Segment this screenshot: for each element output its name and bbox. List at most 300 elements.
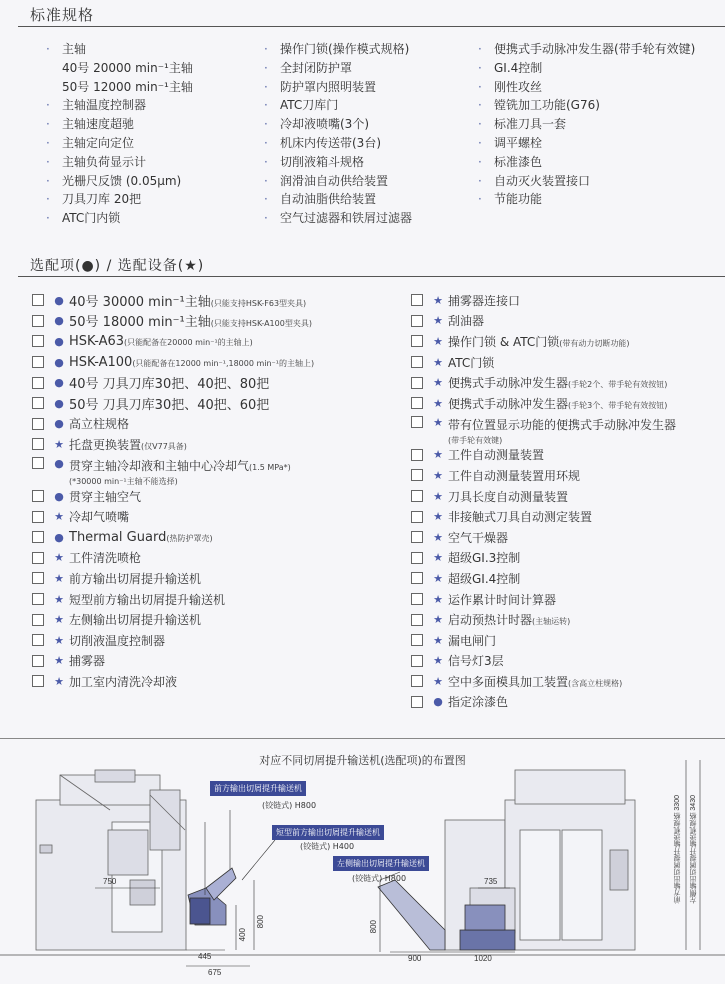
option-line [448,446,544,463]
standard-item-text: 主轴温度控制器 [62,98,147,113]
option-line [69,508,129,525]
standard-item [264,153,412,172]
bullet-icon: · [264,154,268,169]
option-item [32,506,314,527]
option-item [411,506,676,527]
option-line [448,395,667,412]
option-checkbox[interactable] [32,614,44,626]
option-label: 超级GI.4控制 [448,571,521,586]
option-line [69,291,306,310]
option-item [411,548,676,569]
option-checkbox[interactable] [32,511,44,523]
dot-icon: ● [54,489,64,503]
standard-item [264,190,412,209]
option-line [69,570,201,587]
option-label: HSK-A63 [69,333,125,349]
option-line [448,508,592,525]
option-label: 高立柱规格 [69,417,130,432]
standard-item-text: 刀具刀库 20把 [62,192,142,207]
option-note: (仅V77具备) [141,441,187,451]
option-label: 50号 18000 min⁻¹主轴 [69,315,211,331]
option-line [69,457,291,474]
option-checkbox[interactable] [411,634,423,646]
option-body [448,591,556,608]
option-item [411,445,676,466]
option-body [448,446,544,463]
star-icon: ★ [54,571,64,585]
option-note: (手轮3个、带手轮有效按钮) [568,400,668,410]
option-checkbox[interactable] [32,377,44,389]
standard-item-text: GI.4控制 [494,60,543,75]
standard-item-text: 防护罩内照明装置 [280,79,377,94]
option-note: (只能支持HSK-F63型夹具) [210,298,307,308]
option-checkbox[interactable] [32,593,44,605]
option-line [448,673,622,690]
option-checkbox[interactable] [411,416,423,428]
star-icon: ★ [433,376,443,390]
diagram-title: 对应不同切屑提升输送机(选配项)的布置图 [259,754,466,767]
option-line [448,529,508,546]
option-label: 刀具长度自动测量装置 [448,489,569,504]
option-note: (只能支持HSK-A100型夹具) [210,319,312,329]
standard-item-text: 标准刀具一套 [494,117,567,132]
standard-item [264,115,412,134]
bullet-icon: · [46,173,50,188]
standard-item-text: 操作门锁(操作模式规格) [280,42,410,56]
option-checkbox[interactable] [32,675,44,687]
option-note: (只能配备在12000 min⁻¹,18000 min⁻¹的主轴上) [132,358,315,368]
option-checkbox[interactable] [411,356,423,368]
option-line [69,394,269,413]
option-checkbox[interactable] [32,634,44,646]
standard-item-text: 主轴速度超驰 [62,117,135,132]
option-label: 短型前方输出切屑提升输送机 [69,592,226,607]
standard-item-text: 主轴负荷显示计 [62,154,147,169]
option-note: (手轮2个、带手轮有效按钮) [568,380,668,390]
bullet-icon: · [264,60,268,75]
option-body [448,549,520,566]
option-note-line2: (带手轮有效键) [448,435,503,445]
option-body [69,415,129,432]
option-line [448,416,676,433]
option-label: 工件自动测量装置 [448,448,545,463]
option-checkbox[interactable] [411,397,423,409]
standard-item-text: ATC门内锁 [62,211,121,226]
front-conveyor-sub: (铰链式) H800 [262,801,317,810]
option-label: 空气干燥器 [448,530,509,545]
option-checkbox[interactable] [32,552,44,564]
standard-item-text: 主轴定向定位 [62,135,135,150]
option-checkbox[interactable] [411,655,423,667]
option-checkbox[interactable] [411,593,423,605]
dim-675: 675 [208,968,222,977]
option-note: (1.5 MPa*) [249,462,291,472]
bullet-icon: · [46,192,50,207]
option-item [32,455,314,486]
star-icon: ★ [433,571,443,585]
option-line [69,415,129,432]
standard-item-text: 自动油脂供给装置 [280,192,377,207]
standard-column-2 [264,40,412,228]
star-icon: ★ [433,355,443,369]
option-item [411,352,676,373]
standard-item-text: 全封闭防护罩 [280,60,353,75]
option-line [448,292,520,309]
dim-750: 750 [103,877,117,886]
standard-item [478,190,695,209]
standard-item [264,78,412,97]
option-body [448,416,676,446]
bullet-icon: · [46,117,50,132]
standard-item [478,78,695,97]
option-item [411,568,676,589]
option-checkbox[interactable] [32,418,44,430]
options-right-column [411,290,676,712]
option-checkbox[interactable] [32,397,44,409]
option-body [69,355,314,370]
star-icon: ★ [54,654,64,668]
option-body [69,373,269,392]
bullet-icon: · [478,154,482,169]
option-body [69,611,201,628]
bullet-icon: · [46,42,50,56]
option-label: 加工室内清洗冷却液 [69,674,178,689]
option-body [69,291,306,310]
bullet-icon: · [264,211,268,226]
option-label: 左侧输出切屑提升输送机 [69,613,202,628]
option-checkbox[interactable] [32,457,44,469]
standard-item-text: 空气过滤器和铁屑过滤器 [280,211,413,226]
option-line [448,549,520,566]
option-label: 操作门锁 & ATC门锁 [448,334,560,349]
option-line [69,334,253,349]
option-line [448,591,556,608]
option-line [69,355,314,370]
option-line [448,333,630,350]
option-line [448,312,484,329]
option-line [69,591,225,608]
dim-400: 400 [238,928,247,942]
option-item [411,486,676,507]
star-icon: ★ [433,293,443,307]
option-checkbox[interactable] [411,490,423,502]
star-icon: ★ [54,592,64,606]
option-label: 启动预热计时器 [448,613,533,628]
option-line [448,467,580,484]
standard-item [478,115,695,134]
option-label: 40号 刀具刀库30把、40把、80把 [69,377,270,393]
option-item [32,527,314,548]
option-note: (带有动力切断功能) [559,338,630,348]
standard-item [478,172,695,191]
standard-item [478,96,695,115]
option-body [69,570,201,587]
option-checkbox[interactable] [32,315,44,327]
bullet-icon: · [46,135,50,150]
option-checkbox[interactable] [411,531,423,543]
star-icon: ★ [54,674,64,688]
option-checkbox[interactable] [411,335,423,347]
option-label: 信号灯3层 [448,654,504,669]
standard-item-text: 主轴 [62,42,87,56]
star-icon: ★ [433,334,443,348]
dot-icon: ● [54,293,64,307]
option-item [32,393,314,414]
option-item [32,352,314,373]
option-label: 贯穿主轴冷却液和主轴中心冷却气 [69,458,250,473]
standard-item-text: 自动灭火装置接口 [494,173,591,188]
dim-900: 900 [408,954,422,963]
bullet-icon: · [264,192,268,207]
option-item [32,290,314,311]
option-body [69,508,129,525]
standard-item [46,115,193,134]
option-note: (热防护罩壳) [166,533,213,543]
standard-item [46,59,193,78]
option-body [69,457,291,487]
short-conveyor-sub: (铰链式) H400 [300,842,355,851]
bullet-icon: · [46,98,50,113]
option-body [448,529,508,546]
option-item [411,692,676,713]
option-checkbox[interactable] [411,294,423,306]
option-item [411,589,676,610]
bullet-icon: · [478,98,482,113]
option-checkbox[interactable] [411,572,423,584]
options-section-title: 选配项(●) / 选配设备(★) [30,258,205,274]
option-body [448,652,504,669]
option-body [448,395,667,412]
standard-item [264,40,412,59]
standard-item-text: 调平螺栓 [494,135,543,150]
standard-item [264,59,412,78]
star-icon: ★ [433,489,443,503]
standard-column-3 [478,40,695,209]
option-body [69,334,253,349]
option-label: 40号 30000 min⁻¹主轴 [69,294,211,310]
option-item [411,372,676,393]
star-icon: ★ [433,314,443,328]
option-note: (只能配备在20000 min⁻¹的主轴上) [124,337,253,347]
option-item [32,414,314,435]
option-checkbox[interactable] [32,655,44,667]
option-body [69,436,187,453]
option-label: 托盘更换装置 [69,437,142,452]
star-icon: ★ [433,468,443,482]
left-machine-drawing [36,770,186,950]
option-item [32,568,314,589]
option-line [448,354,494,371]
option-checkbox[interactable] [32,531,44,543]
star-icon: ★ [433,448,443,462]
option-label: 前方输出切屑提升输送机 [69,571,202,586]
bullet-icon: · [478,192,482,207]
option-checkbox[interactable] [411,469,423,481]
standard-item-text: 光栅尺反馈 (0.05μm) [62,173,182,188]
option-body [69,394,269,413]
option-checkbox[interactable] [32,335,44,347]
bullet-icon: · [478,173,482,188]
option-checkbox[interactable] [32,572,44,584]
option-body [448,333,630,350]
height-left-conveyor: 左侧输出切屑提升输送机规格 3430 [690,795,697,904]
bullet-icon: · [478,79,482,94]
option-note-line2: (*30000 min⁻¹主轴不能选择) [69,476,178,486]
option-label: 超级GI.3控制 [448,551,521,566]
bullet-icon: · [264,79,268,94]
dot-icon: ● [54,355,64,369]
standard-item [46,78,193,97]
star-icon: ★ [433,654,443,668]
dot-icon: ● [54,530,64,544]
option-checkbox[interactable] [411,696,423,708]
bullet-icon: · [46,211,50,226]
standard-item [478,40,695,59]
option-label: Thermal Guard [69,529,167,545]
option-checkbox[interactable] [411,675,423,687]
bullet-icon: · [264,98,268,113]
standard-item-text: 40号 20000 min⁻¹主轴 [62,60,193,75]
option-item [411,290,676,311]
star-icon: ★ [433,633,443,647]
option-label: 漏电闸门 [448,633,497,648]
option-body [69,591,225,608]
short-conveyor-label: 短型前方输出切屑提升输送机 [272,825,384,840]
option-item [411,393,676,414]
option-line [69,488,141,505]
option-body [448,354,494,371]
option-body [69,652,105,669]
option-checkbox[interactable] [411,614,423,626]
option-line [69,652,105,669]
standard-item-text: 润滑油自动供给装置 [280,173,389,188]
option-line [448,374,667,391]
standard-item [46,209,193,228]
standard-item [46,134,193,153]
bullet-icon: · [478,135,482,150]
left-conveyor-label: 左侧输出切屑提升输送机 [333,856,429,871]
option-line [448,570,520,587]
standard-item-text: 节能功能 [494,192,543,207]
option-label: 带有位置显示功能的便携式手动脉冲发生器 [448,417,677,432]
star-icon: ★ [54,613,64,627]
standard-item-text: ATC刀库门 [280,98,339,113]
bullet-icon: · [264,173,268,188]
option-item [411,414,676,445]
option-item [32,331,314,352]
option-item [32,486,314,507]
standard-item-text: 机床内传送带(3台) [280,135,381,150]
dot-icon: ● [54,314,64,328]
option-line [69,373,269,392]
option-label: 指定涂漆色 [448,695,509,710]
option-line [448,611,570,628]
option-checkbox[interactable] [411,511,423,523]
option-item [411,609,676,630]
dim-1020: 1020 [474,954,492,963]
option-label: HSK-A100 [69,354,133,370]
option-note: (含高立柱规格) [568,678,623,688]
option-checkbox[interactable] [411,449,423,461]
option-label: 切削液温度控制器 [69,633,166,648]
option-item [411,465,676,486]
option-item [32,651,314,672]
standard-item-text: 50号 12000 min⁻¹主轴 [62,79,193,94]
option-body [69,488,141,505]
option-label: 非接触式刀具自动测定装置 [448,510,593,525]
standard-item [264,209,412,228]
standard-column-1 [46,40,193,228]
option-body [448,488,568,505]
option-checkbox[interactable] [32,438,44,450]
option-checkbox[interactable] [32,490,44,502]
option-label: 冷却气喷嘴 [69,510,130,525]
option-line [448,488,568,505]
option-item [411,311,676,332]
star-icon: ★ [433,551,443,565]
bullet-icon: · [264,135,268,150]
standard-item [46,96,193,115]
option-body [69,632,165,649]
option-note: (主轴运转) [532,617,571,627]
bullet-icon: · [478,42,482,56]
standard-item [46,40,193,59]
dim-735: 735 [484,877,498,886]
star-icon: ★ [433,396,443,410]
option-body [69,530,213,545]
star-icon: ★ [433,530,443,544]
option-checkbox[interactable] [32,294,44,306]
standard-item [264,134,412,153]
standard-item-text: 标准漆色 [494,154,543,169]
bullet-icon: · [264,117,268,132]
option-line [69,632,165,649]
standard-item-text: 冷却液喷嘴(3个) [280,117,369,132]
star-icon: ★ [54,633,64,647]
option-body [448,632,496,649]
standard-item [264,96,412,115]
option-item [32,434,314,455]
standard-item-text: 切削液箱斗规格 [280,154,365,169]
option-line [69,530,213,545]
bullet-icon: · [46,154,50,169]
option-checkbox[interactable] [411,377,423,389]
bullet-icon: · [478,60,482,75]
option-checkbox[interactable] [411,315,423,327]
option-label: 贯穿主轴空气 [69,489,142,504]
option-body [448,693,508,710]
standard-divider [18,26,725,27]
standard-item [264,172,412,191]
standard-item [478,134,695,153]
option-item [411,630,676,651]
star-icon: ★ [54,551,64,565]
dot-icon: ● [54,456,64,470]
option-label: 50号 刀具刀库30把、40把、60把 [69,397,270,413]
option-line [69,311,312,330]
option-line [69,549,141,566]
option-label: 运作累计时间计算器 [448,592,557,607]
option-label: 便携式手动脉冲发生器 [448,376,569,391]
option-line [69,436,187,453]
option-body [448,312,484,329]
option-checkbox[interactable] [411,552,423,564]
dot-icon: ● [54,334,64,348]
option-item [32,311,314,332]
option-item [32,609,314,630]
option-checkbox[interactable] [32,356,44,368]
option-item [32,671,314,692]
